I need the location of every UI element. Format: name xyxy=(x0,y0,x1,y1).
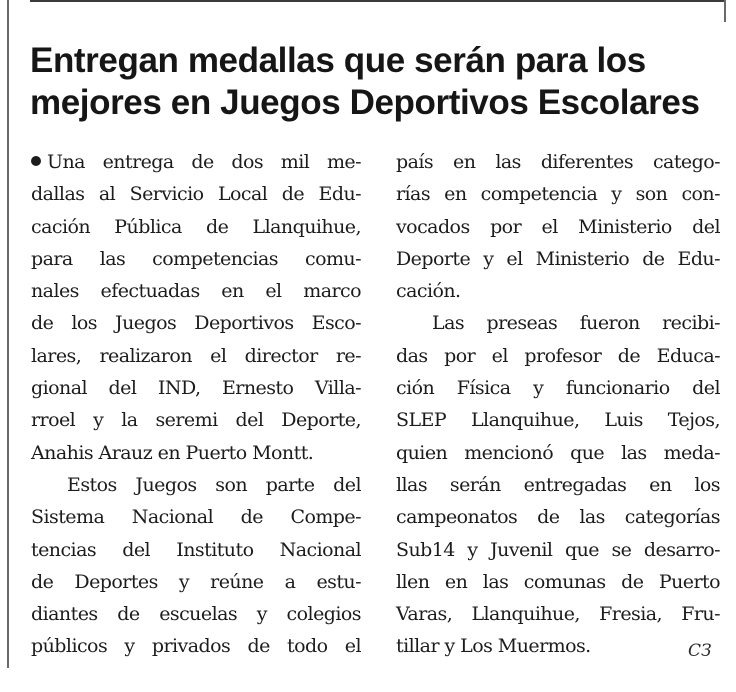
body-line: dallas al Servicio Local de Edu- xyxy=(31,183,361,206)
bullet-icon xyxy=(31,156,41,166)
end-of-article-mark: CЗ xyxy=(688,641,712,661)
body-line: quien mencionó que las meda- xyxy=(396,441,720,464)
top-rule xyxy=(30,0,724,2)
body-line: de los Juegos Deportivos Esco- xyxy=(31,312,361,335)
right-rule xyxy=(724,0,726,22)
body-line: llas serán entregadas en los xyxy=(396,473,720,496)
left-rule xyxy=(7,0,9,668)
body-line: Sub14 y Juvenil que se desarro- xyxy=(396,538,720,561)
right-column xyxy=(396,146,720,663)
body-line: SLEP Llanquihue, Luis Tejos, xyxy=(396,409,720,432)
body-line: ción Física y funcionario del xyxy=(396,377,720,400)
body-line: llen en las comunas de Puerto xyxy=(396,570,720,593)
body-line: Las preseas fueron recibi- xyxy=(432,312,720,335)
body-line: diantes de escuelas y colegios xyxy=(31,603,361,626)
body-line: campeonatos de las categorías xyxy=(396,506,720,529)
body-line: cación. xyxy=(396,280,461,303)
body-line: de Deportes y reúne a estu- xyxy=(31,570,361,593)
body-line: Anahis Arauz en Puerto Montt. xyxy=(31,441,314,464)
headline-line: Entregan medallas que serán para los xyxy=(30,41,646,80)
article-headline xyxy=(30,40,720,124)
body-line: nales efectuadas en el marco xyxy=(31,280,361,303)
body-line: gional del IND, Ernesto Villa- xyxy=(31,377,361,400)
body-line: Una entrega de dos mil me- xyxy=(31,146,361,178)
body-line: tillar y Los Muermos. xyxy=(396,635,591,658)
body-line: cación Pública de Llanquihue, xyxy=(31,215,361,238)
body-line: tencias del Instituto Nacional xyxy=(31,538,361,561)
body-line: para las competencias comu- xyxy=(31,247,361,270)
body-line: lares, realizaron el director re- xyxy=(31,344,361,367)
body-line: país en las diferentes catego- xyxy=(396,151,720,173)
body-line: rías en competencia y son con- xyxy=(396,183,720,206)
headline-line: mejores en Juegos Deportivos Escolares xyxy=(30,83,700,122)
left-column xyxy=(31,146,361,663)
body-line: Estos Juegos son parte del xyxy=(67,473,361,496)
body-line: vocados por el Ministerio del xyxy=(396,215,720,238)
body-line: das por el profesor de Educa- xyxy=(396,344,720,367)
body-line: Deporte y el Ministerio de Edu- xyxy=(396,247,720,270)
body-line: Sistema Nacional de Compe- xyxy=(31,506,361,529)
body-line: públicos y privados de todo el xyxy=(31,635,361,658)
body-line: Varas, Llanquihue, Fresia, Fru- xyxy=(396,603,720,626)
body-line: rroel y la seremi del Deporte, xyxy=(31,409,361,432)
